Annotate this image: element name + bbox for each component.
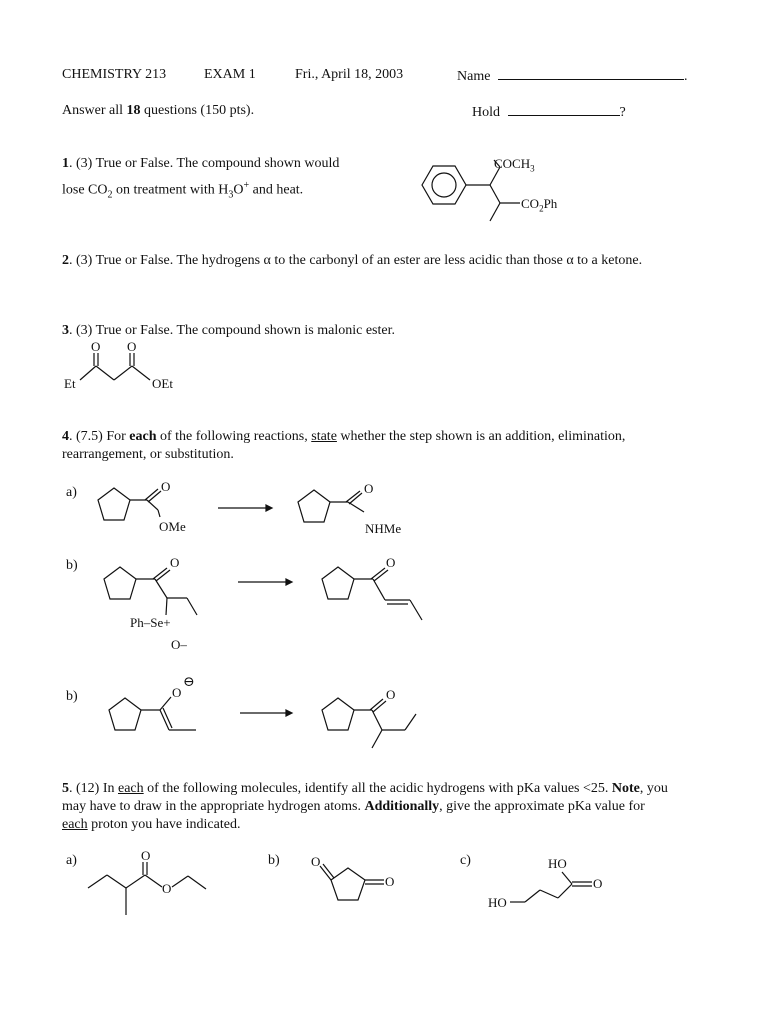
q4b1-phse: Ph–Se+ <box>130 615 171 630</box>
q5-line2: may have to draw in the appropriate hydrogen atoms. Additionally, give the approximate pKa value for <box>62 799 645 814</box>
q4b1-o-right: O <box>386 555 396 570</box>
q4a-o-left: O <box>161 479 171 494</box>
name-suffix: . <box>683 69 688 84</box>
q4-part-b1-label: b) <box>66 558 78 573</box>
q2-text: 2. (3) True or False. The hydrogens α to the carbonyl of an ester are less acidic than those α to a ketone. <box>62 253 643 268</box>
q5b-o-right: O <box>385 874 395 889</box>
q1-line2: lose $CO_2$ on treatment with $H_3O^+$ and heat. <box>62 180 304 201</box>
q1-co2ph-label: $CO_2Ph$ <box>521 196 558 214</box>
q3-o2-label: O <box>127 339 137 354</box>
q5-line3: each proton you have indicated. <box>62 817 241 832</box>
hold-label: Hold <box>472 105 500 120</box>
course-title: CHEMISTRY 213 <box>62 67 167 82</box>
q4-part-a-label: a) <box>66 485 77 500</box>
q4b2-minus-charge: ⊖ <box>183 675 195 690</box>
q3-o1-label: O <box>91 339 101 354</box>
instructions: Answer all 18 questions (150 pts). <box>62 103 255 118</box>
q5a-o-ester: O <box>162 881 172 896</box>
q5-part-b-label: b) <box>268 853 280 868</box>
q1-line1: 1. (3) True or False. The compound shown would <box>62 156 340 171</box>
q4-part-b2-label: b) <box>66 689 78 704</box>
q4b1-ominus: O– <box>171 637 187 652</box>
q3-et-label: Et <box>64 376 76 391</box>
q4b2-o-left: O <box>172 685 182 700</box>
q5-part-c-label: c) <box>460 853 471 868</box>
q5-part-a-label: a) <box>66 853 77 868</box>
q5-line1: 5. (12) In each of the following molecules, identify all the acidic hydrogens with pKa values <25. Note, you <box>62 781 668 796</box>
q4a-ome: OMe <box>159 519 186 534</box>
q5b-cyclopentane <box>331 868 365 900</box>
q5c-o-right: O <box>593 876 603 891</box>
q4a-o-right: O <box>364 481 374 496</box>
exam-date: Fri., April 18, 2003 <box>295 67 404 82</box>
q3-oet-label: OEt <box>152 376 173 391</box>
q4-line2: rearrangement, or substitution. <box>62 447 234 462</box>
q4b2-o-right: O <box>386 687 396 702</box>
q3-text: 3. (3) True or False. The compound shown is malonic ester. <box>62 323 395 338</box>
exam-title: EXAM 1 <box>204 67 256 82</box>
q1-coch3-label: $COCH_3$ <box>494 156 535 174</box>
hold-suffix: ? <box>619 105 626 120</box>
q5b-o-left: O <box>311 854 321 869</box>
q5c-ho-top: HO <box>548 856 567 871</box>
name-label: Name <box>457 69 491 84</box>
q4a-nhme: NHMe <box>365 521 402 536</box>
q4-line1: 4. (7.5) For each of the following reactions, state whether the step shown is an addition, elimination, <box>62 429 626 444</box>
q5a-o-top: O <box>141 848 151 863</box>
q5c-ho-left: HO <box>488 895 507 910</box>
q4b1-o-left: O <box>170 555 180 570</box>
